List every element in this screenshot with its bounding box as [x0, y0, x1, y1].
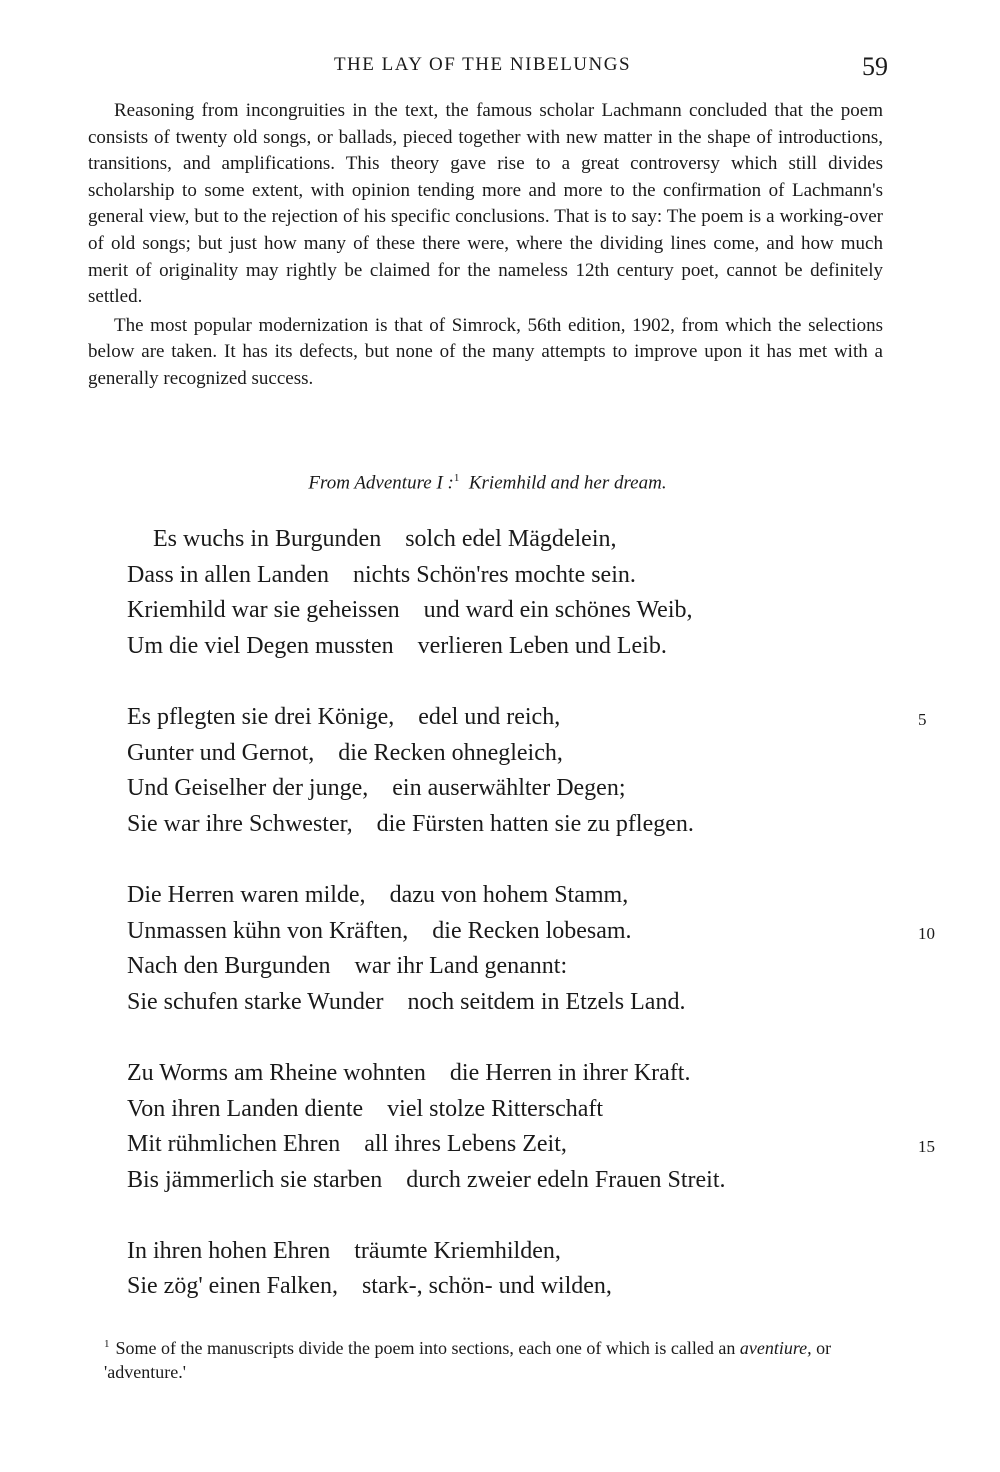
poem-half-line-a: Kriemhild war sie geheissen [127, 597, 400, 624]
poem-line [127, 771, 927, 807]
section-title-suffix: Kriemhild and her dream. [468, 472, 667, 494]
poem-half-line-a: Gunter und Gernot, [127, 739, 315, 766]
poem-half-line-a: Sie schufen starke Wunder [127, 988, 384, 1015]
poem-half-line-a: Und Geiselher der junge, [127, 775, 369, 802]
poem-line [127, 914, 935, 950]
poem-line [127, 629, 927, 665]
poem-line [127, 558, 927, 594]
poem-half-line-b: all ihres Lebens Zeit, [364, 1131, 567, 1158]
poem-half-line-a: Sie war ihre Schwester, [127, 810, 353, 837]
poem-line [127, 985, 927, 1021]
poem-half-line-b: dazu von hohem Stamm, [389, 881, 629, 908]
intro-prose [88, 98, 883, 393]
page-header [0, 52, 1000, 82]
poem-line [127, 593, 927, 629]
poem-half-line-a: In ihren hohen Ehren [127, 1237, 331, 1264]
section-title [0, 472, 975, 494]
poem-half-line-b: verlieren Leben und Leib. [417, 632, 667, 659]
prose-paragraph: The most popular modernization is that of Simrock, 56th edition, 1902, from which the selections below are taken. It has its defects, but none of the many attempts to improve upon it has met with a generally recognized success. [88, 314, 883, 389]
poem-half-line-b: und ward ein schönes Weib, [423, 597, 693, 624]
poem-stanza [127, 522, 927, 664]
poem-line [127, 1234, 927, 1270]
footnote-text: Some of the manuscripts divide the poem into sections, each one of which is called an [115, 1338, 736, 1358]
poem-half-line-a: Unmassen kühn von Kräften, [127, 917, 409, 944]
poem-half-line-a: Sie zög' einen Falken, [127, 1273, 338, 1300]
poem-half-line-b: nichts Schön'res mochte sein. [352, 561, 636, 588]
poem-half-line-a: Mit rühmlichen Ehren [127, 1131, 341, 1158]
poem-half-line-a: Bis jämmerlich sie starben [127, 1166, 383, 1193]
poem-line [127, 1269, 927, 1305]
poem-line [127, 1127, 935, 1163]
footnote-text-end: or 'adventure.' [104, 1338, 832, 1382]
poem-half-line-b: durch zweier edeln Frauen Streit. [406, 1166, 726, 1193]
footnote-reference: 1 [453, 472, 460, 484]
poem-half-line-b: edel und reich, [418, 703, 561, 730]
poem-line [127, 522, 927, 558]
poem-half-line-a: Nach den Burgunden [127, 953, 331, 980]
poem-line [127, 1056, 927, 1092]
line-number: 5 [918, 709, 927, 729]
poem-half-line-b: die Recken ohnegleich, [338, 739, 563, 766]
running-title: THE LAY OF THE NIBELUNGS [333, 54, 632, 75]
poem-half-line-b: noch seitdem in Etzels Land. [407, 988, 686, 1015]
poem-line [127, 807, 927, 843]
poem [127, 522, 935, 1341]
section-title-prefix: From Adventure I : [308, 472, 454, 494]
poem-half-line-b: die Fürsten hatten sie zu pflegen. [376, 810, 694, 837]
poem-half-line-a: Um die viel Degen mussten [127, 632, 394, 659]
prose-paragraph: Reasoning from incongruities in the text, the famous scholar Lachmann concluded that the poem consists of twenty old songs, or ballads, pieced together with new matter in the shape of introductions, transitions, and amplifications. This theory gave rise to a great controversy which still divides scholarship to some extent, with opinion tending more and more to the confirmation of Lachmann's general view, but to the rejection of his specific conclusions. That is to say: The poem is a working-over of old songs; but just how many of these there were, where the dividing lines come, and how much merit of originality may rightly be claimed for the nameless 12th century poet, cannot be definitely settled. [88, 100, 883, 308]
poem-half-line-b: die Herren in ihrer Kraft. [449, 1059, 691, 1086]
poem-stanza [127, 1234, 927, 1305]
poem-line [127, 1092, 927, 1128]
poem-half-line-a: Die Herren waren milde, [127, 881, 366, 908]
poem-half-line-a: Zu Worms am Rheine wohnten [127, 1059, 426, 1086]
poem-half-line-a: Es wuchs in Burgunden [153, 526, 382, 552]
poem-half-line-b: träumte Kriemhilden, [354, 1237, 561, 1264]
line-number: 15 [918, 1137, 935, 1157]
poem-half-line-b: viel stolze Ritterschaft [387, 1095, 604, 1122]
footnote-mark: 1 [104, 1338, 110, 1350]
footnote [82, 1332, 877, 1384]
poem-line [127, 736, 927, 772]
poem-half-line-a: Es pflegten sie drei Könige, [127, 703, 395, 730]
poem-line [127, 1163, 927, 1199]
footnote-italic-word: aventiure, [739, 1338, 812, 1358]
poem-stanza [127, 878, 935, 1020]
poem-line [127, 878, 927, 914]
poem-half-line-b: solch edel Mägdelein, [405, 526, 617, 552]
line-number: 10 [918, 923, 935, 943]
poem-half-line-b: stark-, schön- und wilden, [361, 1273, 612, 1300]
poem-stanza [127, 700, 927, 842]
poem-half-line-b: war ihr Land genannt: [354, 953, 568, 980]
poem-line [127, 700, 927, 736]
poem-half-line-b: ein auserwählter Degen; [392, 775, 626, 802]
poem-half-line-a: Dass in allen Landen [127, 561, 329, 588]
poem-line [127, 949, 927, 985]
poem-half-line-b: die Recken lobesam. [432, 917, 632, 944]
page-number: 59 [862, 52, 888, 81]
poem-stanza [127, 1056, 935, 1198]
poem-half-line-a: Von ihren Landen diente [127, 1095, 364, 1122]
